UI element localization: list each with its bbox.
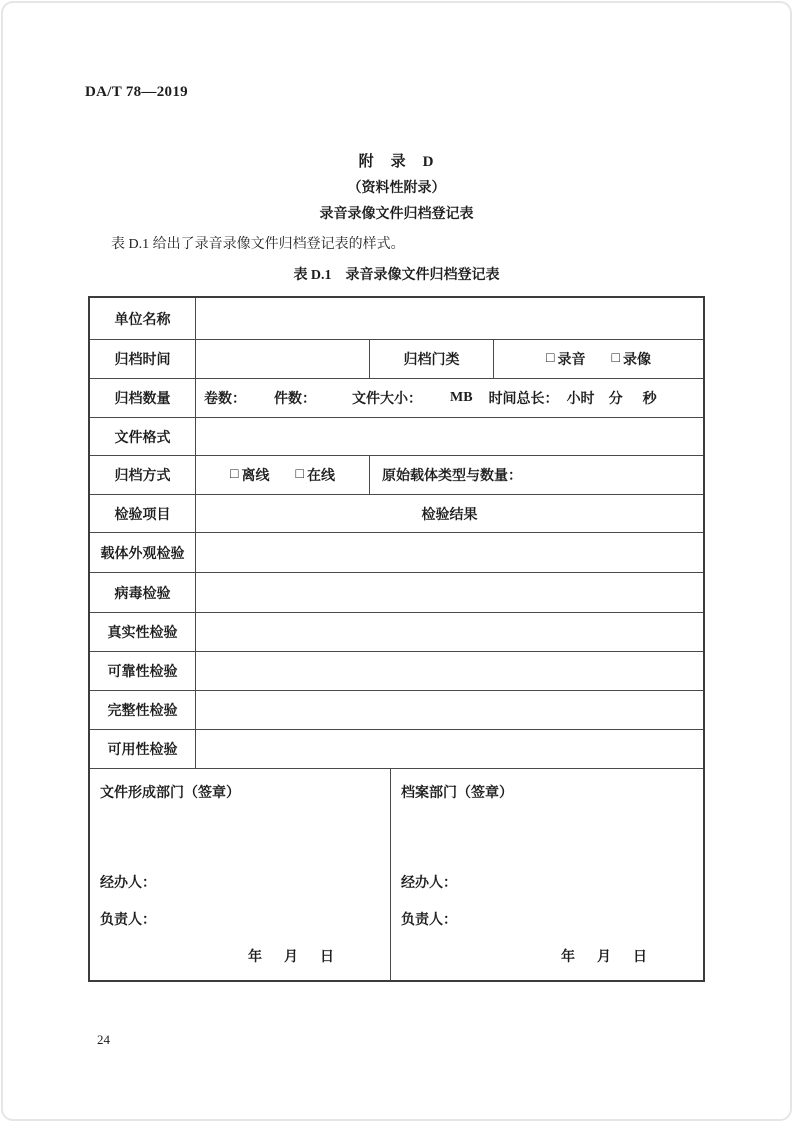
inspection-result-cell (195, 730, 703, 768)
forming-department-title: 文件形成部门（签章） (100, 786, 240, 801)
unit-name-label: 单位名称 (114, 312, 171, 328)
inspection-result-cell (195, 573, 703, 612)
video-option-label: 录像 (622, 353, 651, 368)
megabyte-unit: MB (450, 390, 473, 405)
archive-time-label: 归档时间 (114, 353, 171, 368)
inspection-item-label: 可靠性检验 (107, 665, 178, 680)
audio-checkbox-option (546, 349, 585, 369)
inspection-result-cell (195, 613, 703, 651)
inspection-result-cell (195, 533, 703, 572)
archive-time-value-cell (195, 340, 369, 378)
inspection-item-header: 检验项目 (114, 507, 171, 523)
year-label: 年 (561, 950, 575, 965)
table-row-file-format (90, 417, 703, 455)
checkbox-icon: □ (295, 467, 304, 482)
table-row-virus-inspection (90, 572, 703, 612)
inspection-result-cell (195, 652, 703, 690)
year-label: 年 (248, 950, 262, 965)
archive-quantity-fields-cell (195, 379, 703, 417)
table-caption: 表 D.1 录音录像文件归档登记表 (293, 268, 500, 283)
file-size-field: 文件大小： (352, 392, 422, 407)
responsible-label: 负责人： (100, 913, 156, 928)
inspection-item-label: 病毒检验 (114, 586, 171, 602)
date-line (248, 949, 378, 967)
checkbox-icon: □ (611, 351, 620, 366)
hours-unit: 小时 (566, 392, 595, 407)
registration-form-table (88, 296, 705, 982)
responsible-label: 负责人： (401, 913, 457, 928)
table-row-unit-name (90, 298, 703, 339)
standard-number: DA/T 78—2019 (85, 84, 188, 100)
inspection-item-label: 真实性检验 (107, 626, 178, 641)
offline-checkbox-option (230, 465, 269, 485)
unit-name-value-cell (195, 298, 703, 339)
day-label: 日 (633, 950, 647, 965)
audio-option-label: 录音 (557, 353, 586, 368)
archive-category-options-cell (493, 340, 703, 378)
table-row-signatures (90, 768, 703, 980)
table-row-archive-method (90, 455, 703, 494)
page-number: 24 (97, 1032, 110, 1047)
forming-department-signature-cell (90, 769, 390, 980)
checkbox-icon: □ (230, 467, 239, 482)
date-line (561, 949, 691, 967)
archives-department-title: 档案部门（签章） (401, 786, 513, 801)
inspection-item-label: 完整性检验 (107, 704, 178, 719)
inspection-result-cell (195, 691, 703, 729)
file-format-value-cell (195, 418, 703, 455)
minutes-unit: 分 (608, 392, 623, 407)
file-format-label: 文件格式 (114, 430, 171, 446)
table-row-carrier-appearance-inspection (90, 532, 703, 572)
archive-category-label: 归档门类 (369, 340, 493, 378)
archive-quantity-label: 归档数量 (114, 392, 171, 407)
inspection-result-header: 检验结果 (195, 495, 703, 532)
table-row-inspection-header (90, 494, 703, 532)
table-row-authenticity-inspection (90, 612, 703, 651)
intro-paragraph: 表 D.1 给出了录音录像文件归档登记表的样式。 (111, 237, 405, 252)
seconds-unit: 秒 (642, 392, 657, 407)
archive-method-label: 归档方式 (114, 469, 171, 484)
archives-department-signature-cell (390, 769, 703, 980)
handler-label: 经办人： (100, 876, 156, 891)
table-row-archive-quantity (90, 378, 703, 417)
month-label: 月 (284, 950, 298, 965)
archive-method-options-cell (195, 456, 369, 494)
offline-option-label: 离线 (241, 469, 270, 484)
checkbox-icon: □ (546, 351, 555, 366)
total-duration-field: 时间总长： (488, 392, 559, 407)
month-label: 月 (597, 950, 611, 965)
video-checkbox-option (612, 349, 651, 369)
online-checkbox-option (296, 465, 335, 485)
appendix-heading: 录音录像文件归档登记表 (319, 207, 474, 222)
table-row-usability-inspection (90, 729, 703, 768)
table-row-integrity-inspection (90, 690, 703, 729)
appendix-subtitle: （资料性附录） (347, 181, 446, 196)
handler-label: 经办人： (401, 876, 457, 891)
inspection-item-label: 载体外观检验 (100, 546, 185, 562)
item-count-field: 件数： (274, 392, 316, 407)
day-label: 日 (320, 950, 334, 965)
online-option-label: 在线 (306, 469, 335, 484)
inspection-item-label: 可用性检验 (107, 743, 178, 758)
table-row-reliability-inspection (90, 651, 703, 690)
table-row-archive-time (90, 339, 703, 378)
appendix-title: 附 录 D (358, 154, 435, 170)
original-carrier-label: 原始载体类型与数量： (369, 456, 703, 494)
volume-count-field: 卷数： (204, 392, 246, 407)
